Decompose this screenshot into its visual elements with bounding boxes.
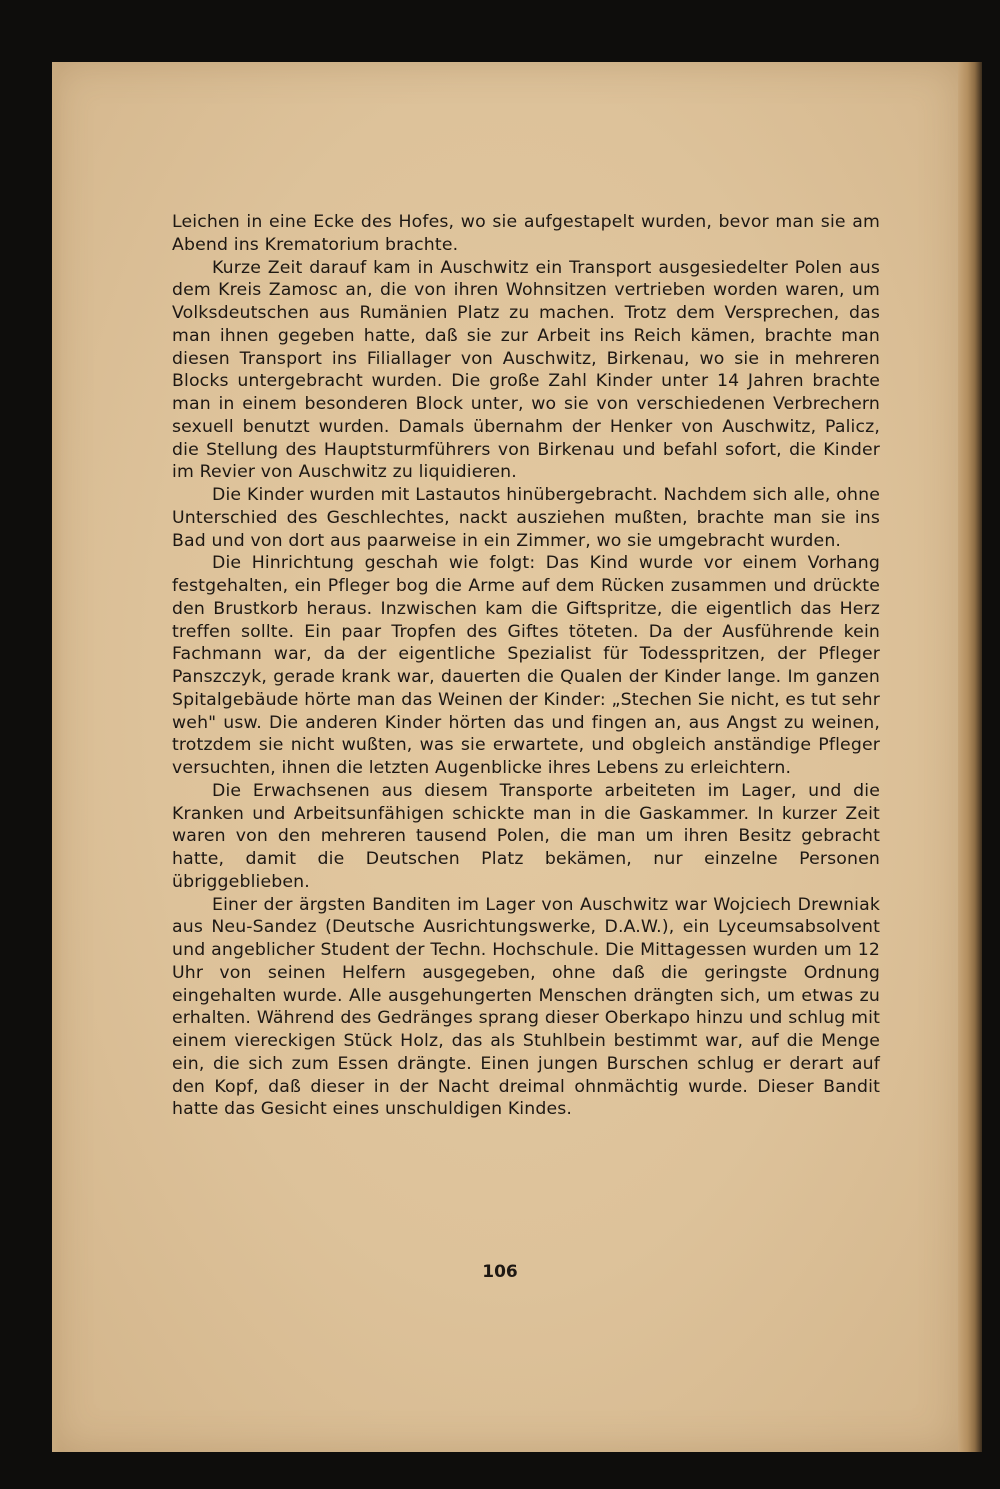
paragraph: Die Erwachsenen aus diesem Transporte arbeiteten im Lager, und die Kranken und Arbeitsunfähigen schickte man in die Gaskammer. In kurzer Zeit waren von den mehreren tausend Polen, die man um ihren Besitz gebracht hatte, damit die Deutschen Platz bekämen, nur einzelne Personen übriggeblieben. bbox=[172, 780, 880, 892]
page-number: 106 bbox=[482, 1262, 518, 1282]
paragraph: Die Hinrichtung geschah wie folgt: Das Kind wurde vor einem Vorhang festgehalten, ein Pfleger bog die Arme auf dem Rücken zusammen und drückte den Brustkorb heraus. Inzwischen kam die Giftspritze, die eigentlich das Herz treffen sollte. Ein paar Tropfen des Giftes töteten. Da der Ausführende kein Fachmann war, da der eigentliche Spezialist für Todesspritzen, der Pfleger Panszczyk, gerade krank war, dauerten die Qualen der Kinder lange. Im ganzen Spitalgebäude hörte man das Weinen der Kinder: „Stechen Sie nicht, es tut sehr weh" usw. Die anderen Kinder hörten das und fingen an, aus Angst zu weinen, trotzdem sie nicht wußten, was sie erwartete, und obgleich anständige Pfleger versuchten, ihnen die letzten Augenblicke ihres Lebens zu erleichtern. bbox=[172, 553, 880, 778]
page-stack-edge bbox=[958, 62, 982, 1452]
paragraph: Kurze Zeit darauf kam in Auschwitz ein Transport ausgesiedelter Polen aus dem Kreis Zamosc an, die von ihren Wohnsitzen vertrieben worden waren, um Volksdeutschen aus Rumänien Platz zu machen. Trotz dem Versprechen, das man ihnen gegeben hatte, daß sie zur Arbeit ins Reich kämen, brachte man diesen Transport ins Filiallager von Auschwitz, Birkenau, wo sie in mehreren Blocks untergebracht wurden. Die große Zahl Kinder unter 14 Jahren brachte man in einem besonderen Block unter, wo sie von verschiedenen Verbrechern sexuell benutzt wurden. Damals übernahm der Henker von Auschwitz, Palicz, die Stellung des Hauptsturmführers von Birkenau und befahl sofort, die Kinder im Revier von Auschwitz zu liquidieren. bbox=[172, 257, 880, 483]
paragraph: Die Kinder wurden mit Lastautos hinübergebracht. Nachdem sich alle, ohne Unterschied des Geschlechtes, nackt ausziehen mußten, brachte man sie ins Bad und von dort aus paarweise in ein Zimmer, wo sie umgebracht wurden. bbox=[172, 485, 880, 551]
page-gutter-shadow bbox=[52, 62, 62, 1452]
paragraph: Einer der ärgsten Banditen im Lager von Auschwitz war Wojciech Drewniak aus Neu-Sandez (Deutsche Ausrichtungswerke, D.A.W.), ein Lyceumsabsolvent und angeblicher Student der Techn. Hochschule. Die Mittagessen wurden um 12 Uhr von seinen Helfern ausgegeben, ohne daß die geringste Ordnung eingehalten wurde. Alle ausgehungerten Menschen drängten sich, um etwas zu erhalten. Während des Gedränges sprang dieser Oberkapo hinzu und schlug mit einem viereckigen Stück Holz, das als Stuhlbein bestimmt war, auf die Menge ein, die sich zum Essen drängte. Einen jungen Burschen schlug er derart auf den Kopf, daß dieser in der Nacht dreimal ohnmächtig wurde. Dieser Bandit hatte das Gesicht eines unschuldigen Kindes. bbox=[172, 894, 880, 1120]
paragraph: Leichen in eine Ecke des Hofes, wo sie aufgestapelt wurden, bevor man sie am Abend ins Krematorium brachte. bbox=[172, 212, 880, 255]
body-text bbox=[172, 211, 880, 1121]
